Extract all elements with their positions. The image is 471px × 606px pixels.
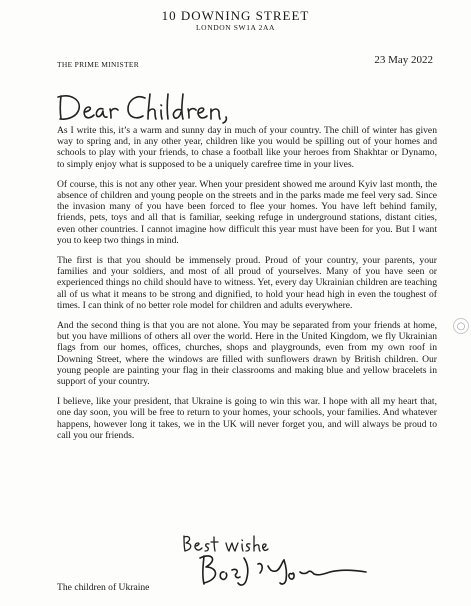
paragraph: I believe, like your president, that Ukraine is going to win this war. I hope with all my heart that, one day soon, you will be free to return to your homes, your schools, your families. And whatever happens, however long it takes, we in the UK will never forget you, and will always be proud to call you our friends. [57,396,437,441]
letterhead-address: LONDON SW1A 2AA [196,23,275,32]
recipient-line: The children of Ukraine [57,582,150,593]
circle-icon: ○ [456,320,466,332]
scroll-indicator[interactable] [453,318,469,334]
signature [196,548,371,588]
letter-date: 23 May 2022 [374,54,433,66]
sender-title: THE PRIME MINISTER [57,60,140,69]
handwritten-salutation [55,90,255,124]
paragraph: The first is that you should be immensely proud. Proud of your country, your parents, your families and your soldiers, and most of all proud of yourselves. Many of you have seen or experienced things no child should have to witness. Yet, every day Ukrainian children are teaching all of us what it means to be strong and dignified, to hold your head high in even the toughest of times. I can think of no better role model for children and adults everywhere. [57,255,437,311]
letter-body [57,125,437,450]
letterhead-title: 10 DOWNING STREET [161,8,310,23]
paragraph: And the second thing is that you are not alone. You may be separated from your friends at home, but you have millions of others all over the world. Here in the United Kingdom, we fly Ukrainian flags from our homes, offices, churches, shops and playgrounds, even from my own roof in Downing Street, where the windows are filled with sunflowers drawn by British children. Our young people are painting your flag in their classrooms and making blue and yellow bracelets in support of your country. [57,320,437,388]
letterhead [0,8,471,33]
paragraph: Of course, this is not any other year. When your president showed me around Kyiv last month, the absence of children and young people on the streets and in the parks made me feel very sad. Since the invasion many of you have been forced to flee your homes. You have left behind family, friends, pets, toys and all that is familiar, seeking refuge in underground stations, distant cities, even other countries. I cannot imagine how difficult this year must have been for you. But I want you to keep two things in mind. [57,178,437,246]
paragraph: As I write this, it’s a warm and sunny day in much of your country. The chill of winter has given way to spring and, in any other year, children like you would be spilling out of your homes and schools to play with your friends, to chase a football like your heroes from Shakhtar or Dynamo, to simply enjoy what is supposed to be a uniquely carefree time in your lives. [57,125,437,170]
